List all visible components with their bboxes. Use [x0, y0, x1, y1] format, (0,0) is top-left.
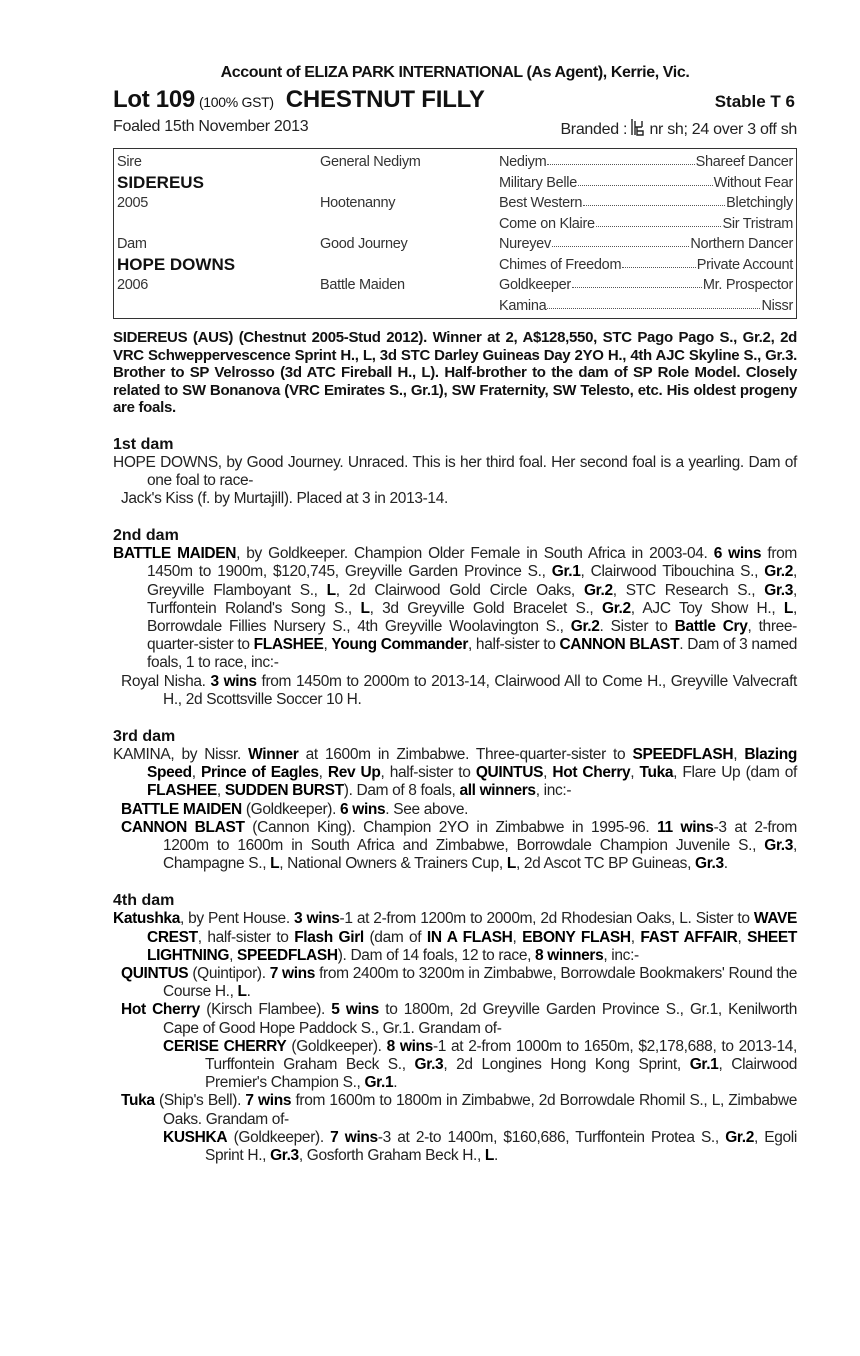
pedigree-ancestor: Come on Klaire — [499, 215, 595, 232]
pedigree-row — [117, 234, 793, 255]
bold-text: 3 wins — [294, 910, 340, 928]
sire-description: SIDEREUS (AUS) (Chestnut 2005-Stud 2012). Winner at 2, A$128,550, STC Pago Pago S., Gr.2, 2d VRC Schweppervescence Sprint H., L, 3d STC Darley Guineas Day 2YO H., 4th AJC Skyline S., Gr.3. Brother to SP Velrosso (3d ATC Fireball H., L). Half-brother to the dam of SP Role Model. Closely related to SW Bonanova (VRC Emirates S., Gr.1), SW Fraternity, SW Telesto, etc. His oldest progeny are foals. — [113, 329, 797, 416]
pedigree-ancestor-sire: Private Account — [696, 256, 793, 273]
entry-text: . — [494, 1147, 499, 1164]
entry-text: HOPE DOWNS, by Good Journey. Unraced. This is her third foal. Her second foal is a yearling. Dam of one foal to race- — [113, 453, 797, 489]
pedigree-entry — [121, 801, 797, 819]
catalogue-page — [113, 62, 797, 1165]
bold-text: Gr.1 — [551, 563, 581, 581]
pedigree-table — [113, 148, 797, 319]
entry-text: (Kirsch Flambee). — [199, 1001, 332, 1019]
entry-text: , by Goldkeeper. Champion Older Female in South Africa in 2003-04. — [236, 545, 714, 563]
entry-text: , — [630, 764, 640, 782]
bold-text: Gr.2 — [570, 617, 600, 635]
bold-text: Rev Up — [327, 764, 381, 782]
entry-text: . — [246, 983, 251, 1001]
entry-text: (Goldkeeper). — [241, 800, 341, 818]
entry-text: -1 at 2-from 1000m to 1650m, $2,178,688, to 2013-14, Turffontein Graham Beck S., — [205, 1037, 798, 1073]
bold-text: CERISE CHERRY — [163, 1037, 287, 1055]
entry-text: from 2400m to 3200m in Zimbabwe, Borrowdale Bookmakers' Round the Course H., — [163, 964, 797, 1001]
bold-text: KUSHKA — [163, 1128, 228, 1146]
entry-text: . — [723, 855, 728, 873]
pedigree-entry — [113, 545, 797, 672]
section-heading: 1st dam — [113, 435, 174, 453]
pedigree-ancestor-pair — [499, 154, 793, 170]
pedigree-entry — [113, 910, 797, 965]
pedigree-ancestor-pair — [499, 236, 793, 252]
bold-text: Young Commander — [331, 636, 468, 654]
bold-text: Hot Cherry — [121, 1001, 200, 1019]
entry-text: , by Pent House. — [179, 910, 294, 928]
pedigree-row — [117, 214, 793, 235]
entry-text: , half-sister to — [197, 928, 295, 946]
brand-info — [560, 118, 797, 142]
brand-mark-icon — [631, 118, 645, 136]
bold-text: IN A FLASH — [426, 928, 513, 946]
entry-text: , Greyville Flamboyant S., — [147, 563, 797, 599]
bold-text: Gr.3 — [414, 1055, 444, 1073]
pedigree-parent: Dam — [117, 236, 147, 253]
entry-text: , Champagne S., — [163, 836, 797, 873]
bold-text: 7 wins — [245, 1092, 292, 1110]
pedigree-parent: Sire — [117, 154, 142, 171]
section-heading: 3rd dam — [113, 727, 176, 745]
brand-description: nr sh; 24 over 3 off sh — [649, 121, 797, 138]
vendor-account: Account of ELIZA PARK INTERNATIONAL (As Agent), Kerrie, Vic. — [220, 64, 690, 81]
bold-text: BATTLE MAIDEN — [121, 800, 242, 818]
pedigree-ancestor: Chimes of Freedom — [499, 256, 622, 273]
bold-text: L — [506, 855, 516, 873]
entry-text: , — [543, 764, 553, 782]
entry-text: , Egoli Sprint H., — [205, 1128, 797, 1164]
bold-text: L — [237, 983, 247, 1001]
entry-text: , 2d Longines Hong Kong Sprint, — [443, 1055, 690, 1073]
pedigree-parent: 2006 — [117, 277, 149, 294]
pedigree-grandparent: General Nediym — [320, 154, 421, 171]
entry-text: , Clairwood Premier's Champion S., — [205, 1055, 798, 1092]
pedigree-ancestor-sire: Without Fear — [713, 174, 793, 191]
pedigree-row — [117, 275, 793, 296]
pedigree-entry — [121, 965, 797, 1001]
entry-text: , STC Research S., — [612, 581, 765, 599]
dot-leader — [572, 287, 702, 288]
entry-text: (Quintipor). — [188, 964, 270, 982]
pedigree-ancestor-pair — [499, 195, 793, 211]
pedigree-entry — [121, 490, 797, 508]
foaling-line — [113, 118, 797, 142]
bold-text: 3 wins — [210, 672, 257, 690]
entry-text: to 1800m, 2d Greyville Garden Province S., Gr.1, Kenilworth Cape of Good Hope Paddock S., Gr.1. Grandam of- — [163, 1001, 797, 1037]
bold-text: WAVE CREST — [147, 910, 797, 946]
entry-text: (Goldkeeper). — [286, 1037, 387, 1055]
entry-text: , Clairwood Tibouchina S., — [580, 563, 765, 581]
lot-description: CHESTNUT FILLY — [285, 86, 485, 113]
entry-text: , 2d Clairwood Gold Circle Oaks, — [335, 581, 584, 599]
dot-leader — [547, 164, 694, 165]
dot-leader — [552, 246, 689, 247]
entry-text: , — [630, 928, 641, 946]
dot-leader — [578, 185, 713, 186]
pedigree-entry — [121, 819, 797, 874]
entry-text: , National Owners & Trainers Cup, — [279, 855, 507, 873]
bold-text: 6 wins — [340, 800, 386, 818]
pedigree-ancestor: Goldkeeper — [499, 277, 571, 294]
entry-text: , AJC Toy Show H., — [630, 599, 784, 617]
bold-text: Gr.2 — [583, 581, 613, 599]
entry-text: , inc:- — [535, 782, 572, 800]
pedigree-grandparent: Hootenanny — [320, 195, 396, 212]
bold-text: Gr.2 — [764, 563, 794, 581]
entry-text: -3 at 2-from 1200m to 1600m in South Africa and Zimbabwe, Borrowdale Champion Juvenile S., — [163, 818, 797, 854]
foaled-date: Foaled 15th November 2013 — [113, 118, 309, 135]
entry-text: , half-sister to — [380, 764, 476, 782]
entry-text: Jack's Kiss (f. by Murtajill). Placed at 3 in 2013-14. — [121, 489, 448, 507]
entry-text: . See above. — [385, 800, 469, 818]
pedigree-ancestor-pair — [499, 216, 793, 232]
dot-leader — [547, 308, 760, 309]
branded-label: Branded : — [560, 121, 628, 138]
bold-text: FLASHEE — [253, 636, 324, 654]
pedigree-entry — [113, 746, 797, 801]
entry-text: ). Dam of 14 foals, 12 to race, — [337, 946, 536, 964]
pedigree-ancestor-sire: Bletchingly — [726, 195, 793, 212]
bold-text: L — [326, 581, 336, 599]
bold-text: SPEEDFLASH — [237, 946, 338, 964]
entry-text: , — [191, 764, 201, 782]
bold-text: Katushka — [113, 910, 180, 928]
bold-text: Gr.3 — [270, 1147, 299, 1164]
bold-text: Gr.2 — [725, 1128, 754, 1146]
pedigree-row — [117, 296, 793, 317]
bold-text: Gr.1 — [364, 1074, 394, 1092]
bold-text: 5 wins — [331, 1001, 379, 1019]
entry-text: -1 at 2-from 1200m to 2000m, 2d Rhodesian Oaks, L. Sister to — [339, 910, 754, 928]
pedigree-ancestor-pair — [499, 175, 793, 191]
entry-text: . — [393, 1074, 398, 1092]
bold-text: Prince of Eagles — [201, 764, 319, 782]
bold-text: 6 wins — [713, 545, 762, 563]
entry-text: from 1600m to 1800m in Zimbabwe, 2d Borrowdale Rhomil S., L, Zimbabwe Oaks. Grandam of- — [163, 1092, 798, 1128]
bold-text: SUDDEN BURST — [224, 782, 344, 800]
lot-line — [113, 86, 797, 116]
bold-text: 7 wins — [330, 1128, 378, 1146]
dam-sections — [113, 435, 797, 1166]
pedigree-ancestor: Best Western — [499, 195, 583, 212]
entry-text: , inc:- — [603, 946, 639, 964]
bold-text: Blazing Speed — [147, 745, 797, 782]
bold-text: QUINTUS — [475, 764, 544, 782]
bold-text: 8 wins — [386, 1037, 433, 1055]
pedigree-ancestor: Nediym — [499, 154, 547, 171]
bold-text: 11 wins — [657, 818, 714, 836]
entry-text: , Gosforth Graham Beck H., — [298, 1147, 485, 1164]
pedigree-parent: SIDEREUS — [117, 172, 204, 192]
pedigree-ancestor-sire: Sir Tristram — [722, 215, 793, 232]
bold-text: Tuka — [639, 764, 674, 782]
entry-text: , half-sister to — [468, 636, 560, 654]
lot-number: Lot 109 — [113, 86, 195, 113]
bold-text: FAST AFFAIR — [640, 928, 738, 946]
pedigree-entry — [113, 454, 797, 490]
bold-text: Gr.3 — [694, 855, 724, 873]
bold-text: L — [270, 855, 280, 873]
bold-text: SHEET LIGHTNING — [147, 928, 798, 964]
bold-text: QUINTUS — [121, 964, 189, 982]
gst-note: (100% GST) — [198, 94, 274, 110]
section-heading: 2nd dam — [113, 527, 179, 545]
pedigree-entry — [121, 1001, 797, 1037]
pedigree-ancestor-pair — [499, 298, 793, 314]
dot-leader — [583, 205, 725, 206]
entry-text: (Cannon King). Champion 2YO in Zimbabwe in 1995-96. — [244, 818, 658, 836]
pedigree-row — [117, 193, 793, 214]
pedigree-ancestor: Nureyev — [499, 236, 551, 253]
pedigree-row — [117, 255, 793, 276]
bold-text: L — [360, 599, 370, 617]
bold-text: Tuka — [121, 1092, 155, 1110]
pedigree-ancestor-pair — [499, 257, 793, 273]
entry-text: , Borrowdale Fillies Nursery S., 4th Greyville Woolavington S., — [147, 599, 797, 635]
entry-text: , — [318, 764, 328, 782]
bold-text: BATTLE MAIDEN — [113, 545, 237, 563]
pedigree-grandparent: Battle Maiden — [320, 277, 405, 294]
pedigree-ancestor-pair — [499, 277, 793, 293]
bold-text: SPEEDFLASH — [632, 745, 734, 763]
bold-text: CANNON BLAST — [559, 636, 680, 654]
bold-text: L — [783, 599, 794, 617]
bold-text: EBONY FLASH — [522, 928, 631, 946]
entry-text: (dam of — [363, 928, 427, 946]
bold-text: Gr.3 — [764, 581, 794, 599]
pedigree-entry — [121, 673, 797, 709]
bold-text: CANNON BLAST — [121, 818, 245, 836]
entry-text: , three-quarter-sister to — [147, 617, 797, 654]
entry-text: , — [323, 636, 332, 654]
entry-text: (Goldkeeper). — [227, 1128, 331, 1146]
bold-text: Hot Cherry — [552, 764, 631, 782]
bold-text: Gr.2 — [601, 599, 631, 617]
dot-leader — [596, 226, 722, 227]
section-heading: 4th dam — [113, 892, 175, 910]
entry-text: KAMINA, by Nissr. — [113, 745, 249, 763]
bold-text: all winners — [459, 782, 536, 800]
bold-text: Winner — [248, 745, 299, 763]
entry-text: , — [512, 928, 523, 946]
entry-text: at 1600m in Zimbabwe. Three-quarter-sister to — [298, 745, 633, 763]
pedigree-entry — [163, 1038, 797, 1093]
entry-text: , — [733, 745, 745, 763]
pedigree-ancestor: Kamina — [499, 297, 547, 314]
entry-text: . Dam of 3 named foals, 1 to race, inc:- — [147, 636, 797, 672]
entry-text: -3 at 2-to 1400m, $160,686, Turffontein Protea S., — [377, 1128, 726, 1146]
pedigree-grandparent: Good Journey — [320, 236, 408, 253]
entry-text: . Sister to — [599, 617, 675, 635]
pedigree-ancestor: Military Belle — [499, 174, 577, 191]
pedigree-entry — [163, 1129, 797, 1165]
bold-text: Flash Girl — [294, 928, 364, 946]
bold-text: Battle Cry — [674, 617, 748, 635]
bold-text: 8 winners — [535, 946, 604, 964]
entry-text: (Ship's Bell). — [154, 1092, 246, 1110]
entry-text: , Flare Up (dam of — [673, 764, 797, 782]
bold-text: Gr.3 — [764, 836, 794, 854]
bold-text: FLASHEE — [147, 782, 217, 800]
pedigree-entry — [121, 1092, 797, 1128]
stable-location: Stable T 6 — [714, 92, 795, 111]
bold-text: 7 wins — [269, 964, 316, 982]
entry-text: , — [737, 928, 748, 946]
entry-text: , — [216, 782, 225, 800]
pedigree-ancestor-sire: Northern Dancer — [690, 236, 793, 253]
entry-text: , 2d Ascot TC BP Guineas, — [515, 855, 695, 873]
bold-text: Gr.1 — [689, 1055, 719, 1073]
pedigree-ancestor-sire: Mr. Prospector — [702, 277, 793, 294]
pedigree-parent: 2005 — [117, 195, 149, 212]
bold-text: L — [484, 1147, 495, 1164]
entry-text: , — [229, 946, 238, 964]
entry-text: ). Dam of 8 foals, — [343, 782, 460, 800]
entry-text: Royal Nisha. — [121, 672, 211, 690]
pedigree-parent: HOPE DOWNS — [117, 254, 236, 274]
entry-text: , 3d Greyville Gold Bracelet S., — [369, 599, 602, 617]
entry-text: , Turffontein Roland's Song S., — [147, 581, 797, 617]
entry-text: from 1450m to 1900m, $120,745, Greyville Garden Province S., — [147, 545, 797, 581]
pedigree-ancestor-sire: Nissr — [761, 297, 793, 314]
pedigree-row — [117, 173, 793, 194]
entry-text: from 1450m to 2000m to 2013-14, Clairwood All to Come H., Greyville Valvecraft H., 2d Scottsville Soccer 10 H. — [163, 672, 797, 708]
pedigree-ancestor-sire: Shareef Dancer — [695, 154, 793, 171]
pedigree-row — [117, 152, 793, 173]
dot-leader — [622, 267, 696, 268]
